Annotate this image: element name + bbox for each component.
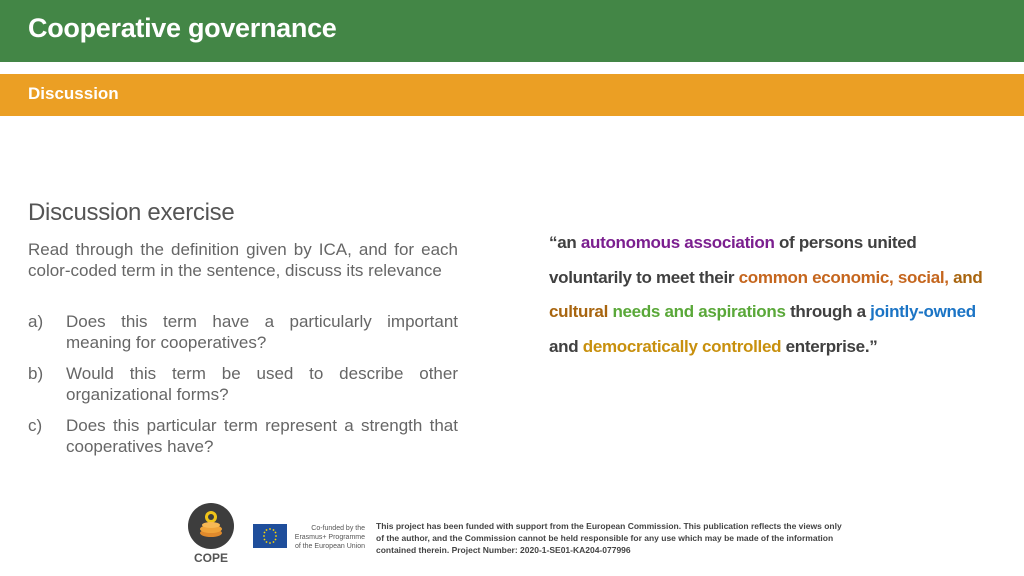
question-item — [28, 311, 458, 353]
quote-segment: and — [549, 336, 583, 356]
quote-segment: needs and aspirations — [608, 302, 786, 321]
question-item — [28, 363, 458, 405]
quote-segment: democratically controlled — [582, 336, 782, 356]
cope-logo-text: COPE — [193, 551, 228, 565]
quote-segment: of persons united voluntarily to meet their — [549, 233, 917, 287]
cope-logo — [187, 503, 235, 569]
quote-segment: autonomous association — [580, 233, 775, 252]
eu-flag-icon — [253, 524, 287, 548]
question-marker: a) — [28, 312, 44, 331]
ica-definition-quote — [549, 226, 989, 364]
quote-segment: “an — [549, 233, 581, 252]
cope-logo-icon — [188, 503, 234, 549]
title-bar — [0, 0, 1024, 62]
section-title: Discussion — [28, 84, 119, 103]
page-title: Cooperative governance — [28, 13, 337, 43]
quote-segment: and cultural — [549, 267, 983, 321]
section-bar — [0, 74, 1024, 116]
quote-segment: through a — [785, 302, 871, 321]
eu-funding-label: Co-funded by the Erasmus+ Programme of the European Union — [294, 525, 365, 550]
question-text: Does this term have a particularly important meaning for cooperatives? — [66, 312, 458, 352]
quote-segment: jointly-owned — [870, 302, 976, 321]
question-item — [28, 415, 458, 457]
question-marker: b) — [28, 364, 44, 383]
quote-segment: common economic, social, — [738, 267, 949, 287]
question-text: Would this term be used to describe other organizational forms? — [66, 364, 458, 404]
question-list — [28, 311, 458, 467]
funding-disclaimer: This project has been funded with support from the European Commission. This publication reflects the views only of the author, and the Commission cannot be held responsible for any use which may be made of the information contained therein. Project Number: 2020-1-SE01-KA204-077996 — [376, 521, 842, 555]
exercise-heading: Discussion exercise — [28, 199, 235, 226]
exercise-intro: Read through the definition given by ICA, and for each color-coded term in the sentence, discuss its relevance — [28, 240, 458, 280]
question-text: Does this particular term represent a strength that cooperatives have? — [66, 416, 458, 456]
question-marker: c) — [28, 416, 43, 435]
quote-segment: enterprise.” — [781, 336, 878, 356]
